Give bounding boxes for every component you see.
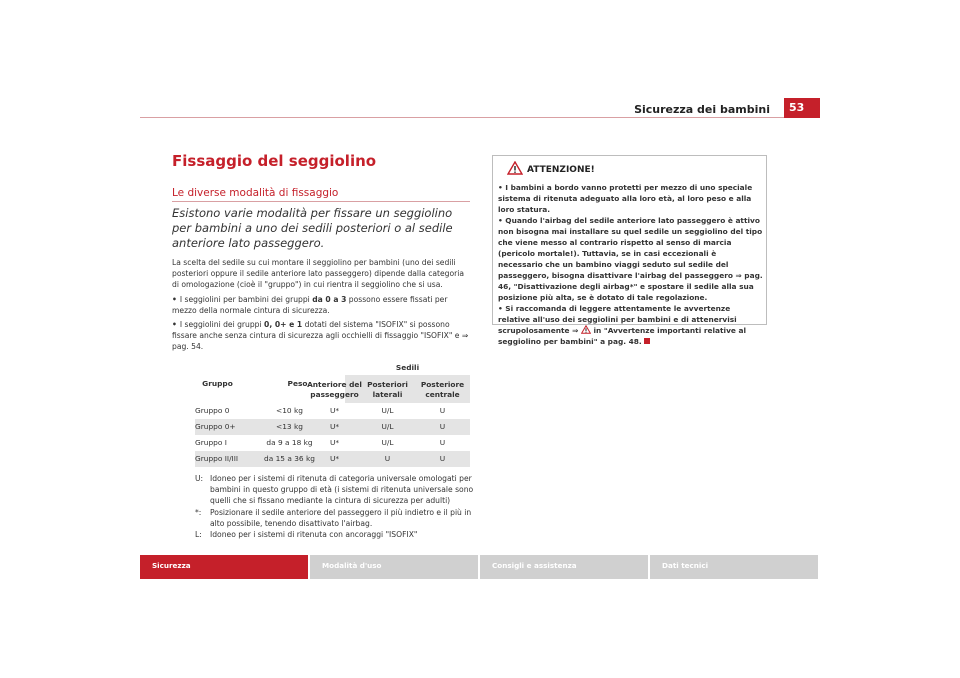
cell-peso: da 9 a 18 kg bbox=[266, 438, 313, 447]
running-header-title: Sicurezza dei bambini bbox=[634, 103, 770, 116]
section-subtitle: Le diverse modalità di fissaggio bbox=[172, 187, 339, 199]
warning-triangle-icon bbox=[581, 325, 591, 334]
bullet-link-text[interactable]: dotati del sistema "ISOFIX" si possono fissare anche senza cintura di sicurezza agli occhielli di fissaggio "ISOFIX" e ⇒ pag. 54. bbox=[172, 320, 469, 352]
bullet-text: possono essere fissati per mezzo della normale cintura di sicurezza. bbox=[172, 295, 448, 316]
note-key: U: bbox=[195, 474, 204, 483]
bullet-bold: 0, 0+ e 1 bbox=[264, 320, 303, 329]
warning-box bbox=[492, 155, 767, 346]
table-row bbox=[195, 403, 470, 419]
cell-laterali: U/L bbox=[381, 438, 394, 447]
section-title: Fissaggio del seggiolino bbox=[172, 152, 377, 170]
col-gruppo: Gruppo bbox=[202, 379, 233, 388]
warning-link-text[interactable]: in "Avvertenze importanti relative al seggiolino per bambini" a pag. 48. bbox=[498, 326, 746, 346]
cell-gruppo: Gruppo 0 bbox=[195, 406, 230, 415]
cell-centrale: U bbox=[439, 438, 446, 447]
cell-anteriore: U* bbox=[329, 406, 340, 415]
col-peso: Peso bbox=[287, 379, 308, 388]
note-text: Idoneo per i sistemi di ritenuta con ancoraggi "ISOFIX" bbox=[210, 530, 418, 540]
note-text: Idoneo per i sistemi di ritenuta di categoria universale omologati per bambini in questo gruppo di età (i sistemi di ritenuta universale sono quelli che si fissano mediante la cintura di sicurezza per adulti) bbox=[210, 474, 474, 506]
warning-triangle-icon bbox=[507, 161, 523, 175]
col-anteriore: Anteriore del passeggero bbox=[307, 380, 362, 399]
cell-laterali: U/L bbox=[381, 406, 394, 415]
cell-laterali: U/L bbox=[381, 422, 394, 431]
bullet-item bbox=[172, 294, 472, 316]
header-divider bbox=[140, 117, 820, 118]
note-text: Posizionare il sedile anteriore del passeggero il più indietro e il più in alto possibile, tenendo disattivato l'airbag. bbox=[210, 507, 472, 528]
warning-body bbox=[498, 182, 763, 347]
warning-bullet-text[interactable]: Quando l'airbag del sedile anteriore lato passeggero è attivo non bisogna mai installare su quel sedile un seggiolino del tipo che viene messo al contrario rispetto al senso di marcia (pericolo mortale!). Tuttavia, se in casi eccezionali è necessario che un bambino viaggi seduto sul sedile del passeggero, bisogna disattivare l'airbag del passeggero ⇒ pag. 46, "Disattivazione degli airbag*" e spostare il sedile alla sua posizione più alta, se è dotato di tale regolazione. bbox=[498, 216, 763, 302]
col-centrale: Posteriore centrale bbox=[420, 380, 465, 399]
note-l bbox=[195, 529, 475, 540]
bullet-icon: • bbox=[498, 304, 506, 313]
col-sedili: Sedili bbox=[395, 363, 420, 372]
warning-bullet bbox=[498, 303, 763, 347]
body-paragraph: La scelta del sedile su cui montare il seggiolino per bambini (uno dei sedili posteriori oppure il sedile anteriore lato passeggero) dipende dalla categoria di omologazione (cioè il "gruppo") in cui rientra il seggiolino che si usa. bbox=[172, 258, 465, 290]
note-key: L: bbox=[195, 530, 202, 540]
cell-anteriore: U* bbox=[329, 422, 340, 431]
subtitle-divider bbox=[172, 201, 470, 202]
table-row bbox=[195, 435, 470, 451]
cell-peso: <13 kg bbox=[276, 422, 303, 431]
intro-paragraph: Esistono varie modalità per fissare un seggiolino per bambini a uno dei sedili posteriori o al sedile anteriore lato passeggero. bbox=[172, 206, 453, 250]
cell-laterali: U bbox=[384, 454, 391, 463]
note-star bbox=[195, 507, 475, 529]
bullet-bold: da 0 a 3 bbox=[312, 295, 347, 304]
warning-bullet bbox=[498, 182, 763, 215]
note-u bbox=[195, 473, 475, 507]
bullet-icon: • bbox=[498, 216, 506, 225]
warning-bullet-text: Si raccomanda di leggere attentamente le avvertenze relative all'uso dei seggiolini per bambini e di attenervisi scrupolosamente ⇒ bbox=[498, 304, 737, 335]
cell-centrale: U bbox=[439, 422, 446, 431]
table-row bbox=[195, 419, 470, 435]
cell-peso: da 15 a 36 kg bbox=[264, 454, 315, 463]
end-marker-icon bbox=[644, 338, 650, 344]
cell-centrale: U bbox=[439, 406, 446, 415]
warning-bullet bbox=[498, 215, 763, 303]
footer-tab-modalita[interactable]: Modalità d'uso bbox=[310, 555, 478, 579]
cell-gruppo: Gruppo II/III bbox=[195, 454, 239, 463]
table-notes bbox=[195, 473, 475, 540]
bullet-icon: • bbox=[172, 320, 177, 329]
cell-anteriore: U* bbox=[329, 438, 340, 447]
page-number: 53 bbox=[784, 98, 820, 118]
table-header bbox=[195, 363, 470, 403]
bullet-icon: • bbox=[172, 295, 177, 304]
cell-anteriore: U* bbox=[329, 454, 340, 463]
cell-gruppo: Gruppo 0+ bbox=[195, 422, 236, 431]
warning-title: ATTENZIONE! bbox=[527, 165, 595, 175]
child-seat-table bbox=[195, 363, 470, 467]
footer-nav bbox=[140, 555, 820, 579]
footer-tab-sicurezza[interactable]: Sicurezza bbox=[140, 555, 308, 579]
warning-bullet-text: I bambini a bordo vanno protetti per mezzo di uno speciale sistema di ritenuta adeguato alla loro età, al loro peso e alla loro statura. bbox=[498, 183, 753, 214]
note-key: *: bbox=[195, 507, 202, 517]
footer-tab-consigli[interactable]: Consigli e assistenza bbox=[480, 555, 648, 579]
bullet-text: I seggiolini per bambini dei gruppi bbox=[179, 295, 313, 304]
bullet-icon: • bbox=[498, 183, 506, 192]
cell-centrale: U bbox=[439, 454, 446, 463]
table-row bbox=[195, 451, 470, 467]
bullet-text: I seggiolini dei gruppi bbox=[179, 320, 265, 329]
cell-peso: <10 kg bbox=[276, 406, 303, 415]
warning-header bbox=[493, 156, 766, 183]
footer-tab-dati[interactable]: Dati tecnici bbox=[650, 555, 818, 579]
cell-gruppo: Gruppo I bbox=[195, 438, 227, 447]
col-laterali: Posteriori laterali bbox=[367, 380, 408, 399]
bullet-item bbox=[172, 319, 472, 353]
